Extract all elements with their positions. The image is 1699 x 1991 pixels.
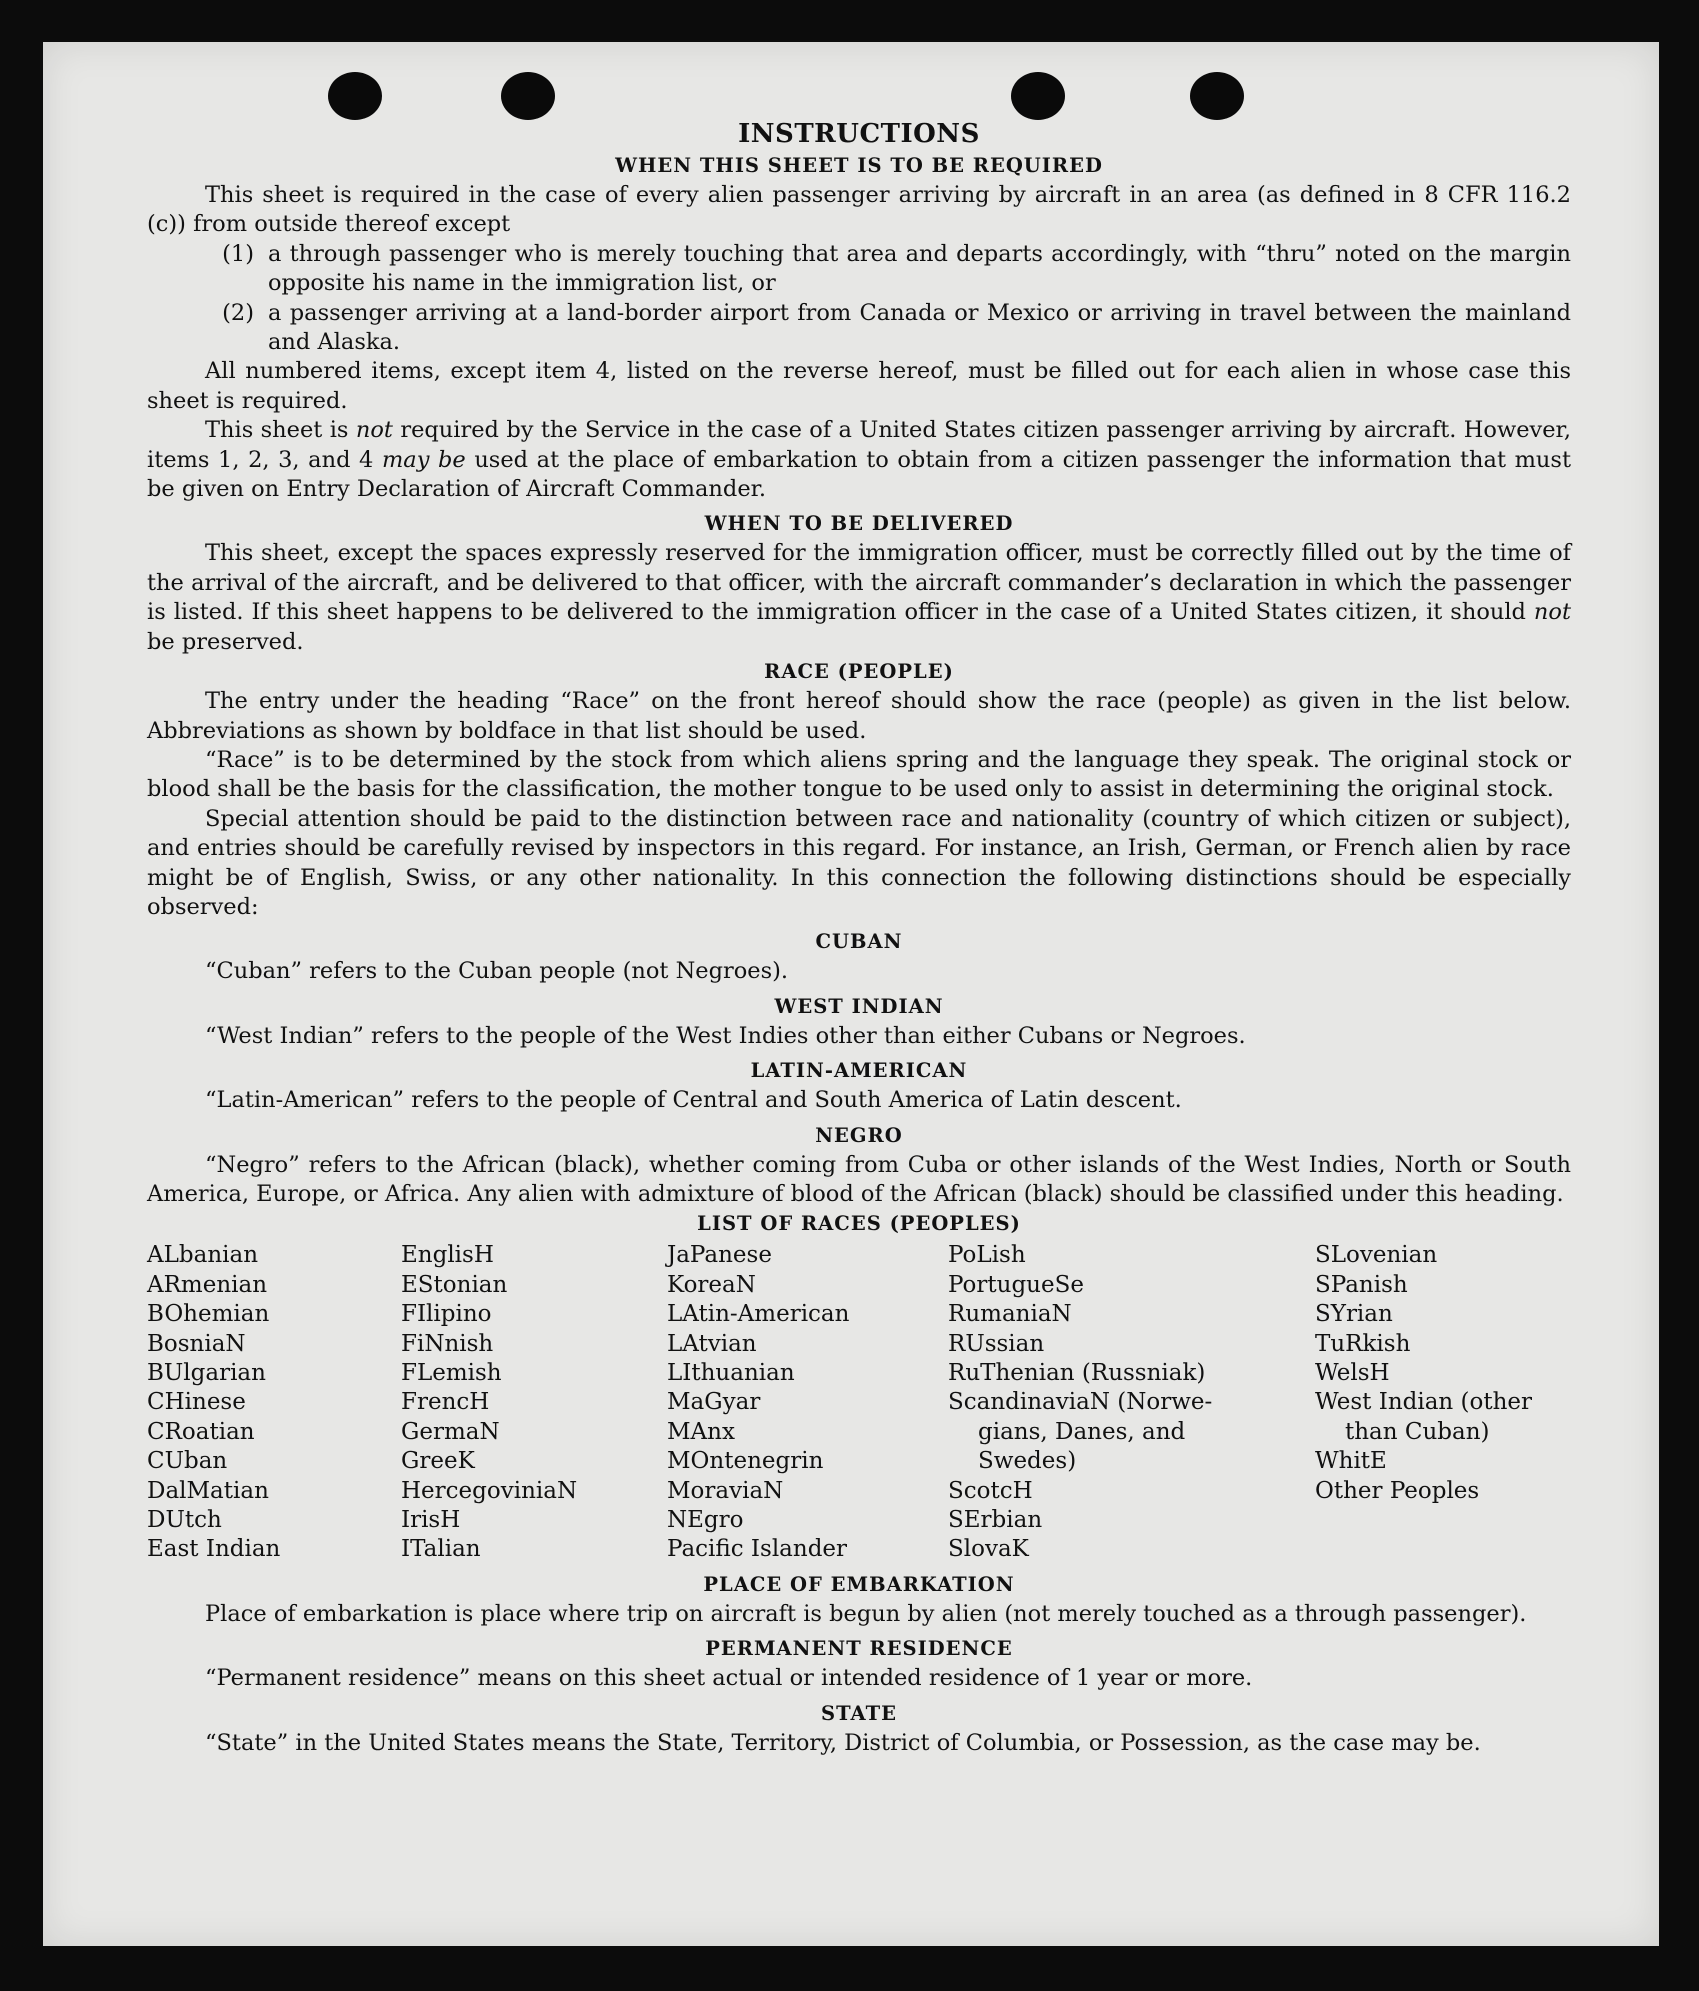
instructions-content (147, 117, 1571, 1758)
race-entry: SYrian (1315, 1301, 1393, 1328)
paragraph: “State” in the United States means the State, Territory, District of Columbia, or Possession, as the case may be. (205, 1729, 1481, 1756)
race-entry: RumaniaN (948, 1301, 1072, 1328)
list-item (147, 299, 1571, 358)
race-entry: FrencH (401, 1389, 490, 1416)
paragraph: “Negro” refers to the African (black), whether coming from Cuba or other islands of the West Indies, North or South America, Europe, or Africa. Any alien with admixture of blood of the African (black) should be classified under this heading. (147, 1151, 1571, 1207)
race-entry: than Cuban) (1345, 1418, 1490, 1445)
races-column (147, 1241, 401, 1564)
race-entry: ALbanian (147, 1242, 259, 1269)
race-entry: MoraviaN (667, 1477, 784, 1504)
race-entry: IrisH (401, 1507, 461, 1534)
race-entry: PoLish (948, 1242, 1026, 1269)
section-heading: WEST INDIAN (774, 994, 944, 1018)
text-run: This sheet is (205, 417, 356, 444)
section-heading: RACE (PEOPLE) (764, 660, 954, 684)
section-heading: LIST OF RACES (PEOPLES) (697, 1212, 1021, 1236)
punch-hole (1011, 72, 1065, 120)
text-run: This sheet, except the spaces expressly reserved for the immigration officer, must be correctly filled out by the time of the arrival of the aircraft, and be delivered to that officer, with the aircraft commander’s declaration in which the passenger is listed. If this sheet happens to be delivered to the immigration officer in the case of a United States citizen, it should (147, 540, 1571, 626)
race-entry: Pacific Islander (667, 1536, 848, 1563)
paragraph (147, 416, 1571, 504)
race-entry: WhitE (1315, 1448, 1387, 1475)
section-heading: NEGRO (815, 1123, 903, 1147)
race-entry: FiNnish (401, 1330, 494, 1357)
race-entry: East Indian (147, 1536, 281, 1563)
section-heading: WHEN THIS SHEET IS TO BE REQUIRED (615, 154, 1103, 177)
race-entry: HercegoviniaN (401, 1477, 578, 1504)
race-entry: CHinese (147, 1389, 246, 1416)
page-title: INSTRUCTIONS (738, 119, 980, 149)
list-item (147, 240, 1571, 299)
race-entry: GermaN (401, 1418, 500, 1445)
race-entry: CUban (147, 1448, 228, 1475)
paragraph: “Cuban” refers to the Cuban people (not Negroes). (205, 958, 789, 985)
item-number: (2) (222, 299, 254, 326)
text-run: used at the place of embarkation to obtain from a citizen passenger the information that must be given on Entry Declaration of Aircraft Commander. (147, 446, 1571, 503)
race-entry: ScotcH (948, 1477, 1033, 1504)
race-entry: RUssian (948, 1330, 1045, 1357)
races-list (147, 1241, 1571, 1564)
italic-text: not (355, 417, 393, 444)
race-entry: PortugueSe (948, 1271, 1084, 1298)
text-run: required by the Service in the case of a United States citizen passenger arriving by aircraft. However, items 1, 2, 3, and 4 (147, 417, 1571, 473)
paragraph: “Latin-American” refers to the people of Central and South America of Latin descent. (205, 1087, 1182, 1114)
race-entry: SErbian (948, 1507, 1043, 1534)
paragraph: “Race” is to be determined by the stock from which aliens spring and the language they speak. The original stock or blood shall be the basis for the classification, the mother tongue to be used only to assist in determining the original stock. (147, 746, 1571, 803)
race-entry: ScandinaviaN (Norwe- (948, 1389, 1213, 1416)
race-entry: SPanish (1315, 1271, 1408, 1298)
race-entry: MAnx (667, 1418, 735, 1445)
race-entry: Swedes) (978, 1448, 1077, 1475)
punch-hole (1190, 72, 1244, 120)
races-column (401, 1241, 667, 1564)
races-column (948, 1241, 1315, 1564)
paragraph: “West Indian” refers to the people of the West Indies other than either Cubans or Negroes. (205, 1022, 1246, 1049)
item-number: (1) (222, 240, 254, 267)
races-column (667, 1241, 948, 1564)
race-entry: LAtvian (667, 1330, 757, 1357)
race-entry: KoreaN (667, 1271, 756, 1298)
race-entry: ITalian (401, 1536, 481, 1563)
race-entry: GreeK (401, 1448, 475, 1475)
punch-hole (501, 72, 555, 120)
paragraph: Place of embarkation is place where trip on aircraft is begun by alien (not merely touched as a through passenger). (205, 1600, 1527, 1627)
paragraph (147, 539, 1571, 657)
race-entry: NEgro (667, 1507, 744, 1534)
section-heading: STATE (821, 1701, 897, 1725)
race-entry: BUlgarian (147, 1360, 266, 1386)
race-entry: RuThenian (Russniak) (948, 1360, 1206, 1386)
race-entry: MOntenegrin (667, 1448, 824, 1475)
race-entry: Other Peoples (1315, 1477, 1480, 1504)
italic-text: may be (381, 446, 466, 473)
section-heading: CUBAN (815, 930, 903, 954)
paragraph: This sheet is required in the case of every alien passenger arriving by aircraft in an area (as defined in 8 CFR 116.2 (c)) from outside thereof except (147, 182, 1571, 238)
race-entry: EStonian (401, 1271, 508, 1298)
race-entry: BOhemian (147, 1301, 270, 1328)
race-entry: gians, Danes, and (978, 1418, 1186, 1445)
race-entry: DUtch (147, 1507, 222, 1534)
race-entry: FLemish (401, 1360, 502, 1386)
italic-text: not (1533, 599, 1571, 626)
race-entry: JaPanese (667, 1242, 772, 1269)
paragraph: “Permanent residence” means on this sheet actual or intended residence of 1 year or more. (205, 1665, 1253, 1692)
section-heading: PERMANENT RESIDENCE (705, 1637, 1013, 1661)
section-heading: LATIN-AMERICAN (750, 1059, 968, 1083)
race-entry: WelsH (1315, 1360, 1390, 1386)
item-text: a passenger arriving at a land-border airport from Canada or Mexico or arriving in travel between the mainland and Alaska. (268, 299, 1571, 356)
paragraph: Special attention should be paid to the distinction between race and nationality (country of which citizen or subject), and entries should be carefully revised by inspectors in this regard. For instance, an Irish, German, or French alien by race might be of English, Swiss, or any other nationality. In this connection the following distinctions should be especially observed: (147, 805, 1571, 920)
races-column (1315, 1241, 1532, 1564)
paragraph: The entry under the heading “Race” on the front hereof should show the race (people) as given in the list below. Abbreviations as shown by boldface in that list should be used. (147, 688, 1571, 744)
race-entry: SLovenian (1315, 1242, 1438, 1269)
paragraph: All numbered items, except item 4, listed on the reverse hereof, must be filled out for each alien in whose case this sheet is required. (147, 358, 1571, 414)
race-entry: LAtin-American (667, 1301, 850, 1328)
race-entry: TuRkish (1315, 1330, 1411, 1357)
race-entry: West Indian (other (1315, 1389, 1533, 1416)
race-entry: ARmenian (147, 1271, 268, 1298)
item-text: a through passenger who is merely touching that area and departs accordingly, with “thru” noted on the margin opposite his name in the immigration list, or (268, 240, 1571, 297)
race-entry: MaGyar (667, 1389, 761, 1416)
section-heading: PLACE OF EMBARKATION (703, 1572, 1015, 1596)
race-entry: CRoatian (147, 1418, 255, 1445)
punch-hole (328, 72, 382, 120)
section-heading: WHEN TO BE DELIVERED (704, 512, 1014, 536)
race-entry: LIthuanian (667, 1360, 795, 1386)
race-entry: FIlipino (401, 1301, 492, 1328)
race-entry: SlovaK (948, 1536, 1029, 1563)
race-entry: BosniaN (147, 1330, 246, 1357)
race-entry: DalMatian (147, 1477, 269, 1504)
race-entry: EnglisH (401, 1242, 494, 1269)
text-run: be preserved. (147, 628, 304, 655)
